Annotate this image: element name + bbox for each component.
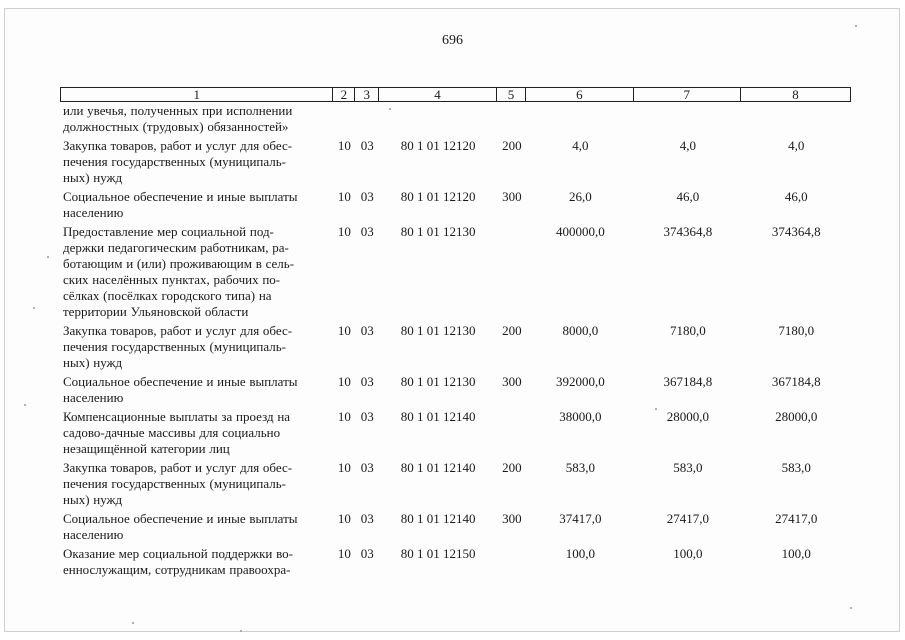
target-article-code: 80 1 01 12130 (400, 224, 476, 239)
description-line: печения государственных (муниципаль- (63, 476, 287, 491)
amount-col-6: 37417,0 (559, 511, 602, 526)
description-line: Компенсационные выплаты за проезд на (63, 409, 291, 424)
target-article-code: 80 1 01 12140 (400, 409, 476, 424)
scan-speck (655, 408, 657, 410)
header-cell-8: 8 (792, 87, 799, 102)
description-line: Закупка товаров, работ и услуг для обес- (63, 323, 293, 338)
amount-col-6: 400000,0 (555, 224, 605, 239)
description-line: должностных (трудовых) обязанностей» (63, 119, 289, 134)
description-line: сёлках (посёлках городского типа) на (63, 288, 272, 303)
description-line: Социальное обеспечение и иные выплаты (63, 189, 298, 204)
amount-col-8: 374364,8 (771, 224, 821, 239)
description-line: садово-дачные массивы для социально (63, 425, 281, 440)
row-description (60, 138, 333, 186)
description-line: ных) нужд (63, 492, 123, 507)
scan-speck (855, 25, 857, 27)
amount-col-7: 374364,8 (663, 224, 713, 239)
page-number: 696 (442, 33, 463, 48)
target-article-code: 80 1 01 12140 (400, 460, 476, 475)
row-description (60, 374, 333, 406)
scan-speck (24, 404, 26, 406)
target-article-code: 80 1 01 12130 (400, 374, 476, 389)
amount-col-8: 7180,0 (778, 323, 815, 338)
row-description (60, 460, 333, 508)
target-article-code: 80 1 01 12150 (400, 546, 476, 561)
table-row (60, 409, 851, 457)
section-code: 10 (337, 409, 351, 424)
table-row (60, 224, 851, 320)
description-line: ботающим и (или) проживающим в сель- (63, 256, 295, 271)
expense-type-code: 300 (502, 374, 522, 389)
table-row (60, 323, 851, 371)
amount-col-7: 46,0 (676, 189, 700, 204)
table-row (60, 546, 851, 578)
subsection-code: 03 (360, 224, 374, 239)
header-cell-1: 1 (61, 88, 333, 101)
amount-col-7: 7180,0 (669, 323, 706, 338)
amount-col-8: 4,0 (788, 138, 805, 153)
header-cell-2: 2 (333, 88, 355, 101)
amount-col-6: 4,0 (572, 138, 589, 153)
amount-col-7: 4,0 (679, 138, 696, 153)
expense-type-code: 200 (502, 138, 522, 153)
subsection-code: 03 (360, 460, 374, 475)
description-line: территории Ульяновской области (63, 304, 249, 319)
target-article-code: 80 1 01 12130 (400, 323, 476, 338)
description-line: еннослужащим, сотрудникам правоохра- (63, 562, 291, 577)
table-body (60, 103, 851, 578)
description-line: населению (63, 390, 124, 405)
subsection-code: 03 (360, 511, 374, 526)
table-row (60, 138, 851, 186)
description-line: Социальное обеспечение и иные выплаты (63, 511, 298, 526)
description-line: или увечья, полученных при исполнении (63, 103, 293, 118)
target-article-code: 80 1 01 12120 (400, 138, 476, 153)
description-line: населению (63, 527, 124, 542)
amount-col-7: 583,0 (673, 460, 703, 475)
row-description (60, 409, 333, 457)
subsection-code: 03 (360, 189, 374, 204)
expense-type-code: 200 (502, 323, 522, 338)
description-line: печения государственных (муниципаль- (63, 339, 287, 354)
header-cell-7: 7 (634, 88, 741, 101)
amount-col-8: 100,0 (781, 546, 811, 561)
row-description (60, 511, 333, 543)
subsection-code: 03 (360, 323, 374, 338)
description-line: печения государственных (муниципаль- (63, 154, 287, 169)
amount-col-7: 27417,0 (666, 511, 709, 526)
section-code: 10 (337, 511, 351, 526)
description-line: Закупка товаров, работ и услуг для обес- (63, 460, 293, 475)
section-code: 10 (337, 189, 351, 204)
amount-col-6: 392000,0 (555, 374, 605, 389)
header-cell-6: 6 (526, 88, 633, 101)
row-description (60, 323, 333, 371)
subsection-code: 03 (360, 138, 374, 153)
subsection-code: 03 (360, 409, 374, 424)
target-article-code: 80 1 01 12120 (400, 189, 476, 204)
amount-col-6: 8000,0 (562, 323, 599, 338)
scan-speck (132, 622, 134, 624)
expense-type-code: 300 (502, 511, 522, 526)
expense-type-code: 300 (502, 189, 522, 204)
scan-speck (240, 630, 242, 632)
row-description (60, 189, 333, 221)
header-cell-5: 5 (497, 88, 526, 101)
description-line: ных) нужд (63, 355, 123, 370)
amount-col-6: 38000,0 (559, 409, 602, 424)
amount-col-8: 46,0 (784, 189, 808, 204)
table-row (60, 103, 851, 135)
description-line: населению (63, 205, 124, 220)
amount-col-7: 100,0 (673, 546, 703, 561)
table-row (60, 511, 851, 543)
header-cell-3: 3 (355, 88, 379, 101)
subsection-code: 03 (360, 546, 374, 561)
amount-col-7: 28000,0 (666, 409, 709, 424)
scan-speck (850, 607, 852, 609)
description-line: ских населённых пунктах, рабочих по- (63, 272, 281, 287)
target-article-code: 80 1 01 12140 (400, 511, 476, 526)
row-description (60, 224, 333, 320)
row-description (60, 103, 333, 135)
section-code: 10 (337, 374, 351, 389)
section-code: 10 (337, 546, 351, 561)
subsection-code: 03 (360, 374, 374, 389)
header-cell-4: 4 (379, 88, 497, 101)
table-row (60, 460, 851, 508)
scan-speck (47, 256, 49, 258)
amount-col-6: 100,0 (565, 546, 595, 561)
row-description (60, 546, 333, 578)
description-line: Социальное обеспечение и иные выплаты (63, 374, 298, 389)
scan-speck (389, 108, 391, 110)
amount-col-8: 367184,8 (771, 374, 821, 389)
section-code: 10 (337, 224, 351, 239)
amount-col-8: 28000,0 (775, 409, 818, 424)
table-row (60, 189, 851, 221)
description-line: держки педагогическим работникам, ра- (63, 240, 289, 255)
amount-col-8: 583,0 (781, 460, 811, 475)
description-line: Закупка товаров, работ и услуг для обес- (63, 138, 293, 153)
section-code: 10 (337, 138, 351, 153)
amount-col-6: 583,0 (565, 460, 595, 475)
section-code: 10 (337, 460, 351, 475)
description-line: незащищённой категории лиц (63, 441, 230, 456)
scan-speck (33, 307, 35, 309)
amount-col-8: 27417,0 (775, 511, 818, 526)
description-line: Предоставление мер социальной под- (63, 224, 274, 239)
amount-col-7: 367184,8 (663, 374, 713, 389)
section-code: 10 (337, 323, 351, 338)
description-line: Оказание мер социальной поддержки во- (63, 546, 293, 561)
expense-type-code: 200 (502, 460, 522, 475)
description-line: ных) нужд (63, 170, 123, 185)
table-header (60, 87, 851, 102)
amount-col-6: 26,0 (568, 189, 592, 204)
table-row (60, 374, 851, 406)
